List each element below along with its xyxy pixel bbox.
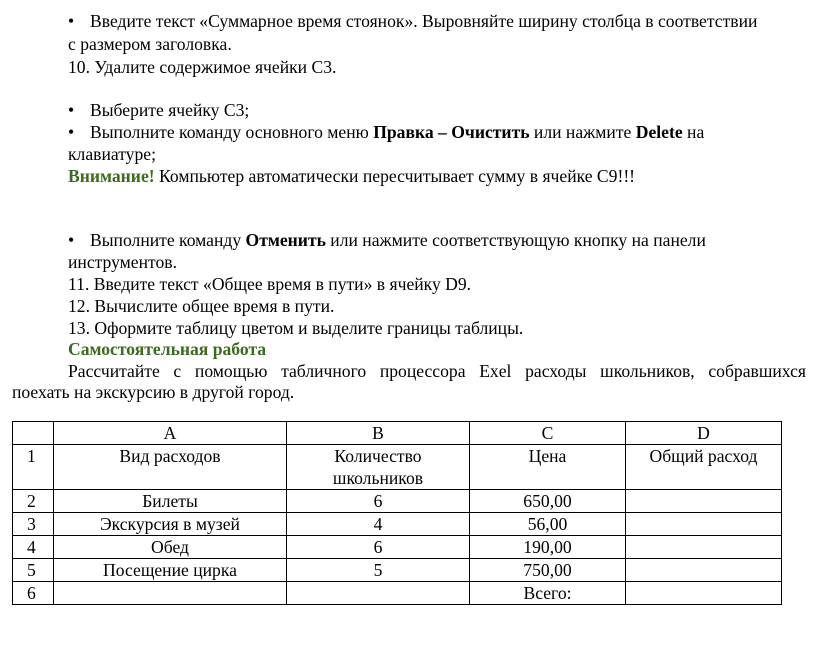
step-10: 10. Удалите содержимое ячейки С3. xyxy=(68,57,337,77)
cell-c: Всего: xyxy=(470,582,626,605)
cell-b-line2: школьников xyxy=(332,468,424,488)
table-row xyxy=(13,445,782,490)
step-11: 11. Введите текст «Общее время в пути» в ячейку D9. xyxy=(68,274,472,294)
cell-a xyxy=(54,582,287,605)
cell-a: Экскурсия в музей xyxy=(54,513,287,536)
menu-command: Правка – Очистить xyxy=(373,122,530,142)
bullet: • xyxy=(68,230,75,250)
step-12: 12. Вычислите общее время в пути. xyxy=(68,296,335,316)
instruction-line xyxy=(68,121,704,143)
expense-table xyxy=(12,421,782,605)
cell-c: 650,00 xyxy=(470,490,626,513)
step-13: 13. Оформите таблицу цветом и выделите границы таблицы. xyxy=(68,318,524,338)
task-text: поехать на экскурсию в другой город. xyxy=(12,382,295,402)
instruction-text: Выполните команду xyxy=(90,230,246,250)
key-name: Delete xyxy=(635,122,683,142)
cell-d xyxy=(626,490,782,513)
warning-label: Внимание! xyxy=(68,166,155,186)
bullet: • xyxy=(68,11,75,31)
column-header-d: D xyxy=(626,422,782,445)
cell-d: Общий расход xyxy=(626,445,782,490)
row-number: 6 xyxy=(13,582,54,605)
column-header-c: C xyxy=(470,422,626,445)
instruction-text: Выполните команду основного меню xyxy=(90,122,374,142)
instruction-text: Введите текст «Суммарное время стоянок». Выровняйте ширину столбца в соответствии xyxy=(90,11,758,31)
cell-d xyxy=(626,536,782,559)
cell-b xyxy=(287,582,470,605)
instruction-text: или нажмите xyxy=(529,122,636,142)
warning-text: Компьютер автоматически пересчитывает сумму в ячейке С9!!! xyxy=(154,166,636,186)
cell-b: 5 xyxy=(287,559,470,582)
cell-b xyxy=(287,445,470,490)
instruction-line: с размером заголовка. xyxy=(68,34,232,54)
row-number: 2 xyxy=(13,490,54,513)
cell-a: Посещение цирка xyxy=(54,559,287,582)
row-number: 3 xyxy=(13,513,54,536)
cell-d xyxy=(626,513,782,536)
corner-cell xyxy=(13,422,54,445)
instruction-text: или нажмите соответствующую кнопку на панели xyxy=(325,230,706,250)
command-name: Отменить xyxy=(245,230,326,250)
instruction-line: инструментов. xyxy=(68,252,177,272)
instruction-text: на xyxy=(682,122,705,142)
cell-d xyxy=(626,582,782,605)
cell-c: 750,00 xyxy=(470,559,626,582)
table-row xyxy=(13,559,782,582)
row-number: 4 xyxy=(13,536,54,559)
instruction-line xyxy=(68,99,249,121)
task-text: Рассчитайте с помощью табличного процессора Exel расходы школьников, собравшихся xyxy=(68,361,806,381)
bullet: • xyxy=(68,100,75,120)
warning-line xyxy=(68,165,635,187)
table-row xyxy=(13,536,782,559)
instruction-line xyxy=(68,229,706,251)
cell-b-line1: Количество xyxy=(334,446,422,466)
section-heading: Самостоятельная работа xyxy=(68,339,267,359)
table-row xyxy=(13,490,782,513)
instruction-line: клавиатуре; xyxy=(68,144,156,164)
cell-c: 56,00 xyxy=(470,513,626,536)
instruction-line xyxy=(68,10,757,32)
row-number: 5 xyxy=(13,559,54,582)
bullet: • xyxy=(68,122,75,142)
cell-b: 6 xyxy=(287,536,470,559)
column-header-a: A xyxy=(54,422,287,445)
cell-b: 6 xyxy=(287,490,470,513)
table-row xyxy=(13,513,782,536)
cell-c: 190,00 xyxy=(470,536,626,559)
cell-a: Вид расходов xyxy=(54,445,287,490)
cell-c: Цена xyxy=(470,445,626,490)
cell-d xyxy=(626,559,782,582)
instruction-text: Выберите ячейку С3; xyxy=(90,100,250,120)
row-number: 1 xyxy=(13,445,54,490)
table-row xyxy=(13,582,782,605)
column-header-b: B xyxy=(287,422,470,445)
column-header-row xyxy=(13,422,782,445)
cell-a: Обед xyxy=(54,536,287,559)
cell-a: Билеты xyxy=(54,490,287,513)
cell-b: 4 xyxy=(287,513,470,536)
